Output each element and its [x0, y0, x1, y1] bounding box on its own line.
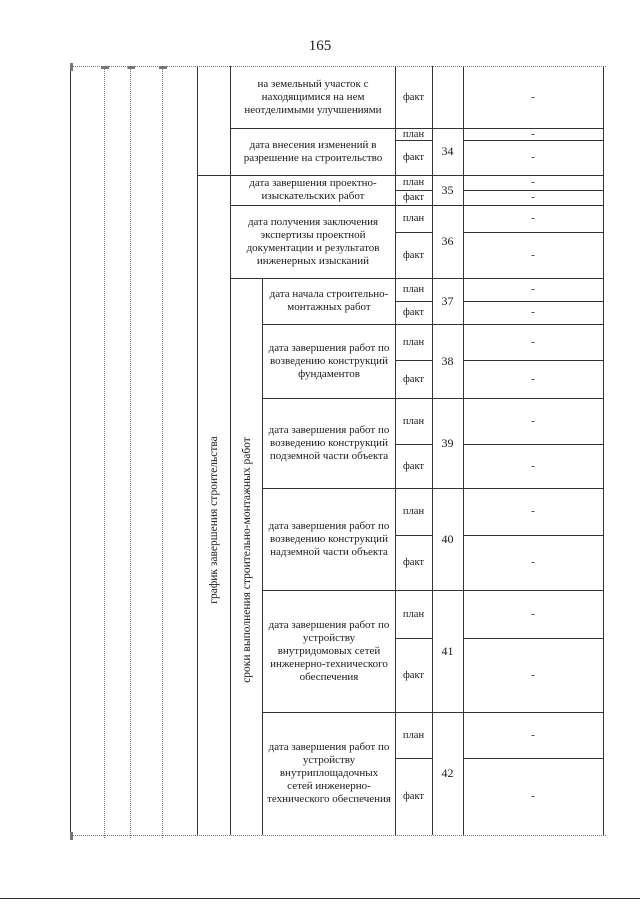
plan-label: план: [402, 177, 425, 188]
row-number: 38: [441, 353, 454, 368]
plan-value: -: [531, 335, 535, 348]
row-number: 36: [441, 234, 454, 248]
plan-label: план: [402, 336, 425, 348]
row-number: 42: [441, 766, 454, 780]
row-title: дата завершения работ по возведению конструкций подземной части объекта: [268, 423, 390, 462]
plan-label: план: [402, 415, 425, 427]
plan-label: план: [402, 128, 425, 140]
row-number: 41: [441, 643, 454, 658]
row-title: дата начала строительно-монтажных работ: [269, 288, 389, 313]
plan-value: -: [531, 127, 535, 140]
plan-label: план: [402, 213, 425, 224]
fact-value: -: [531, 191, 535, 203]
row-title: дата завершения работ по возведению конструкций надземной части объекта: [268, 519, 390, 558]
fact-label: факт: [402, 669, 424, 681]
plan-value: -: [531, 505, 535, 517]
fact-value: -: [531, 372, 535, 385]
fact-value: -: [531, 790, 535, 802]
plan-value: -: [531, 607, 535, 620]
row-number: 37: [441, 293, 454, 308]
plan-value: -: [531, 414, 535, 427]
fact-value: -: [531, 556, 535, 568]
fact-value: -: [531, 668, 535, 681]
fact-label: факт: [402, 557, 424, 568]
fact-value: -: [531, 248, 535, 261]
row-title: дата внесения изменений в разрешение на строительство: [243, 138, 383, 164]
row-title: дата получения заключения экспертизы проектной документации и результатов инженерных изысканий: [246, 215, 380, 267]
footer-rule: [0, 898, 640, 899]
plan-label: план: [402, 284, 425, 295]
plan-value: -: [531, 283, 535, 295]
row-title: дата завершения работ по устройству внутриплощадочных сетей инженерно-технического обеспечения: [267, 741, 391, 805]
row-title: дата завершения работ по возведению конструкций фундаментов: [268, 341, 390, 380]
fact-value: -: [531, 151, 535, 163]
fact-label: факт: [402, 152, 424, 163]
plan-value: -: [531, 212, 535, 224]
fact-label: факт: [402, 307, 424, 318]
fact-value: -: [531, 306, 535, 318]
row-number: 40: [441, 531, 454, 546]
fact-label: факт: [402, 460, 424, 472]
page-number: 165: [308, 38, 332, 54]
row-title: дата завершения проектно-изыскательских работ: [249, 177, 377, 202]
schedule-group-label: график завершения строительства: [208, 436, 220, 604]
fact-label: факт: [402, 91, 424, 103]
plan-label: план: [402, 729, 425, 741]
fact-value: -: [531, 459, 535, 472]
row-number: 34: [441, 144, 454, 158]
plan-value: -: [531, 176, 535, 188]
row-number: 35: [441, 182, 454, 197]
plan-value: -: [531, 728, 535, 741]
row-title: на земельный участок с находящимися на нем неотделимыми улучшениями: [244, 77, 382, 116]
row-title: дата завершения работ по устройству внутридомовых сетей инженерно-технического обеспечения: [268, 618, 390, 683]
fact-label: факт: [402, 373, 424, 385]
construction-terms-group-label: сроки выполнения строительно-монтажных работ: [241, 437, 253, 683]
plan-label: план: [402, 608, 425, 620]
row-number: 39: [441, 435, 454, 450]
fact-value: -: [531, 90, 535, 103]
fact-label: факт: [402, 192, 424, 203]
plan-label: план: [402, 506, 425, 517]
fact-label: факт: [402, 791, 424, 802]
fact-label: факт: [402, 249, 424, 261]
